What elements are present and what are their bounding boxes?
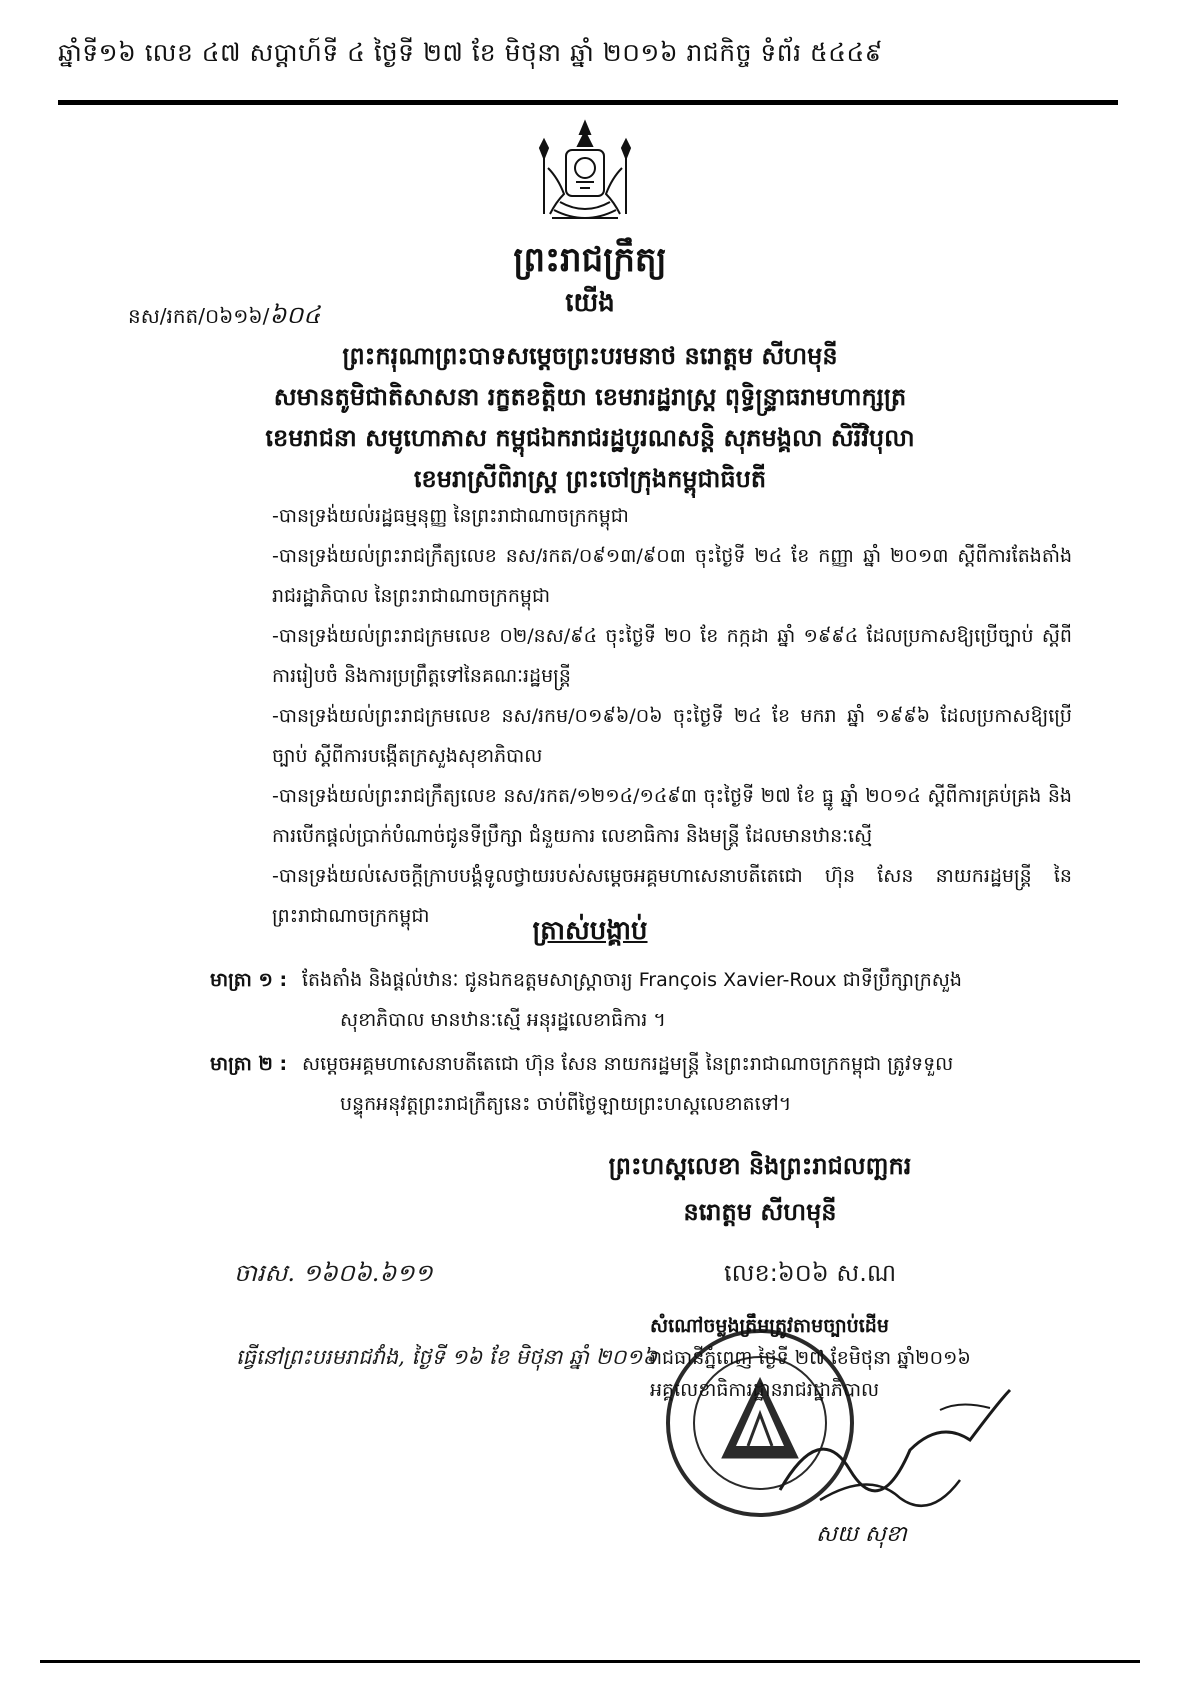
reference-number — [128, 300, 320, 335]
copy-number: លេខ:៦០៦ ស.ណ — [724, 1259, 897, 1287]
copy-certification-date: រាជធានីភ្នំពេញ ថ្ងៃទី ២៧ ខែមិថុនា ឆ្នាំ២០១៦ — [650, 1347, 971, 1369]
consideration-item: -បានទ្រង់យល់ព្រះរាជក្រមលេខ ០២/នស/៩៤ ចុះថ្ងៃទី ២០ ខែ កក្កដា ឆ្នាំ ១៩៩៤ ដែលប្រកាសឱ្យប្រើច្បាប់ ស្តីពីការរៀបចំ និងការប្រព្រឹត្តទៅនៃគណៈរដ្ឋមន្ត្រី — [272, 625, 1072, 687]
orders-heading: ត្រាស់បង្គាប់ — [532, 916, 648, 946]
gazette-header: ឆ្នាំទី១៦ លេខ ៤៧ សប្តាហ៍ទី ៤ ថ្ងៃទី ២៧ ខែ មិថុនា ឆ្នាំ ២០១៦ រាជកិច្ច ទំព័រ ៥៤៤៩ — [58, 38, 1118, 105]
signatory-name: នរោត្តម សីហមុនី — [683, 1198, 837, 1226]
royal-coat-of-arms-icon — [530, 118, 640, 230]
king-title-line: សមានតូមិជាតិសាសនា រក្ខតខត្តិយា ខេមរារដ្ឋរាស្ត្រ ពុទ្ធិន្ទ្រាធរាមហាក្សត្រ — [273, 383, 907, 411]
handwritten-signature-icon — [760, 1380, 1020, 1530]
king-title-line: ព្រះករុណាព្រះបាទសម្តេចព្រះបរមនាថ នរោត្តម សីហមុនី — [342, 342, 838, 370]
article-text: តែងតាំង និងផ្តល់ឋានៈ ជូនឯកឧត្តមសាស្ត្រាចារ្យ François Xavier-Roux ជាទីប្រឹក្សាក្រសួង — [302, 969, 962, 991]
consideration-item: -បានទ្រង់យល់ព្រះរាជក្រឹត្យលេខ នស/រកត/១២១៤/១៤៩៣ ចុះថ្ងៃទី ២៧ ខែ ធ្នូ ឆ្នាំ ២០១៤ ស្តីពីការគ្រប់គ្រង និងការបើកផ្តល់ប្រាក់បំណាច់ជូនទីប្រឹក្សា ជំនួយការ លេខាធិការ និងមន្ត្រី ដែលមានឋានៈស្មើ — [272, 785, 1072, 847]
document-title: ព្រះរាជក្រឹត្យ — [513, 240, 667, 280]
consideration-item: -បានទ្រង់យល់ព្រះរាជក្រឹត្យលេខ នស/រកត/០៩១៣/៩០៣ ចុះថ្ងៃទី ២៤ ខែ កញ្ញា ឆ្នាំ ២០១៣ ស្តីពីការតែងតាំងរាជរដ្ឋាភិបាល នៃព្រះរាជាណាចក្រកម្ពុជា — [272, 545, 1072, 607]
reference-handwritten: ៦០៤ — [269, 301, 321, 329]
article-2 — [210, 1044, 1080, 1124]
signature-title: ព្រះហស្តលេខា និងព្រះរាជលញ្ឆករ — [608, 1152, 912, 1180]
reference-printed: នស/រកត/០៦១៦/ — [128, 304, 270, 328]
copy-certification-office: អគ្គលេខាធិការដ្ឋានរាជរដ្ឋាភិបាល — [650, 1379, 880, 1401]
place-and-date: ធ្វើនៅព្រះបរមរាជវាំង, ថ្ងៃទី ១៦ ខែ មិថុនា ឆ្នាំ ២០១៦ — [236, 1345, 658, 1369]
king-title-line: ខេមរាជនា សមូហោភាស កម្ពុជឯករាជរដ្ឋបូរណសន្តិ សុភមង្គលា សិរីវិបុលា — [265, 424, 915, 452]
article-label: មាត្រា ១ : — [210, 969, 288, 991]
article-text: សម្តេចអគ្គមហាសេនាបតីតេជោ ហ៊ុន សែន នាយករដ្ឋមន្ត្រី នៃព្រះរាជាណាចក្រកម្ពុជា ត្រូវទទួល — [302, 1053, 954, 1075]
king-title-line: ខេមរាស្រីពិរាស្ត្រ ព្រះចៅក្រុងកម្ពុជាធិបតី — [413, 465, 767, 493]
handwritten-registration: ចារស. ១៦០៦.៦១១ — [234, 1259, 433, 1287]
consideration-item: -បានទ្រង់យល់ព្រះរាជក្រមលេខ នស/រកម/០១៩៦/០៦ ចុះថ្ងៃទី ២៤ ខែ មករា ឆ្នាំ ១៩៩៦ ដែលប្រកាសឱ្យប្រើច្បាប់ ស្តីពីការបង្កើតក្រសួងសុខាភិបាល — [272, 705, 1072, 767]
we-heading: យើង — [565, 288, 615, 318]
considerations-list — [272, 496, 1072, 936]
consideration-item: -បានទ្រង់យល់សេចក្តីក្រាបបង្គំទូលថ្វាយរបស់សម្តេចអគ្គមហាសេនាបតីតេជោ ហ៊ុន សែន នាយករដ្ឋមន្ត្រី នៃព្រះរាជាណាចក្រកម្ពុជា — [272, 865, 1072, 927]
article-text-continued: សុខាភិបាល មានឋានៈស្មើ អនុរដ្ឋលេខាធិការ ។ — [340, 1009, 666, 1031]
consideration-item: -បានទ្រង់យល់រដ្ឋធម្មនុញ្ញ នៃព្រះរាជាណាចក្រកម្ពុជា — [272, 505, 629, 527]
article-1 — [210, 960, 1080, 1040]
article-text-continued: បន្ទុកអនុវត្តព្រះរាជក្រឹត្យនេះ ចាប់ពីថ្ងៃឡាយព្រះហស្តលេខាតទៅ។ — [340, 1093, 792, 1115]
copy-certification-title: សំណៅចម្លងត្រឹមត្រូវតាមច្បាប់ដើម — [650, 1315, 889, 1337]
article-label: មាត្រា ២ : — [210, 1053, 288, 1075]
copy-signer-name: សយ សុខា — [816, 1522, 907, 1547]
king-titles — [0, 336, 1180, 500]
bottom-border — [40, 1660, 1140, 1663]
